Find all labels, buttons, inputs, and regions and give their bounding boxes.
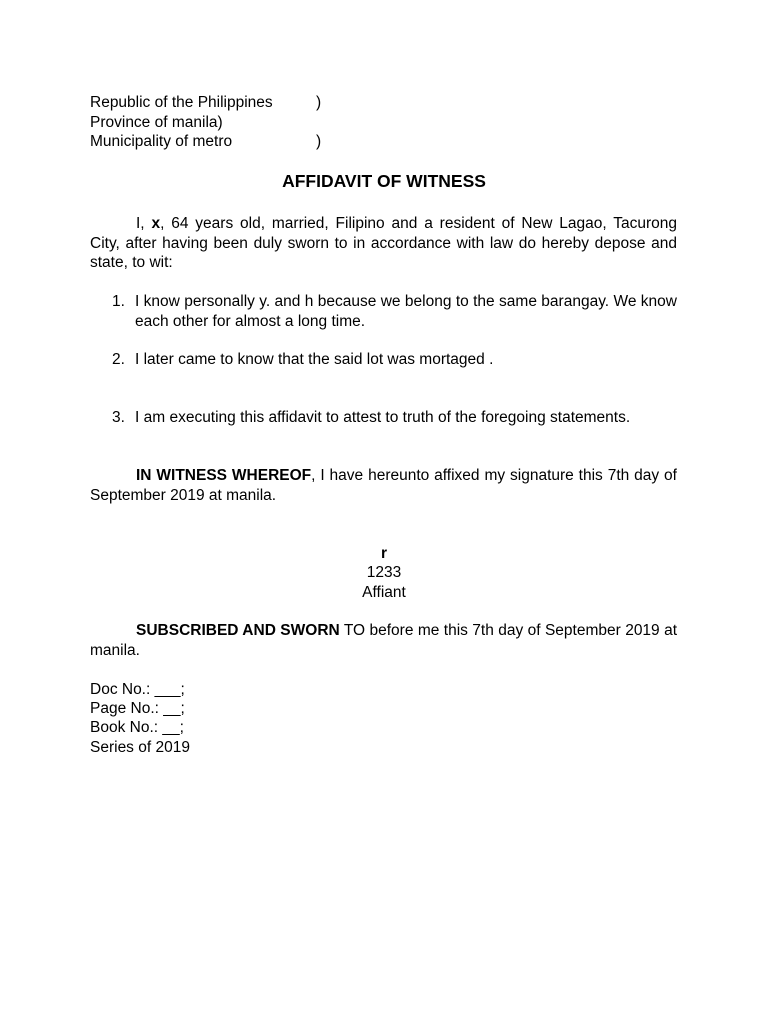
intro-text: , 64 years old, married, Filipino and a resident of New Lagao, Tacurong City, after having been duly sworn to in accordance with law do hereby depose and state, to wit:: [90, 215, 677, 271]
caption-paren: ): [316, 133, 322, 150]
witness-paragraph: [90, 466, 677, 505]
statement-text: I know personally y. and h because we belong to the same barangay. We know each other for almost a long time.: [135, 293, 677, 330]
caption-republic: Republic of the Philippines: [90, 94, 273, 111]
jurat-lead: SUBSCRIBED AND SWORN: [136, 622, 340, 639]
signature-role: Affiant: [362, 584, 406, 601]
caption-municipality: Municipality of metro: [90, 133, 233, 150]
statement-item: [90, 350, 677, 370]
caption-paren: ): [316, 94, 322, 111]
series-year: Series of 2019: [90, 739, 190, 756]
witness-text: , I have hereunto affixed my signature this 7th day of September 2019 at manila.: [90, 467, 677, 504]
affiant-name: x: [151, 215, 161, 232]
book-number: Book No.: __;: [90, 719, 184, 736]
statement-number: 2.: [112, 351, 125, 368]
jurat-text: TO before me this 7th day of September 2019 at manila.: [90, 622, 678, 659]
doc-number: Doc No.: ___;: [90, 681, 185, 698]
page-number: Page No.: __;: [90, 700, 185, 717]
statement-item: [90, 292, 677, 331]
statement-number: 3.: [112, 409, 125, 426]
signature-id: 1233: [366, 564, 402, 581]
statement-text: I later came to know that the said lot was mortaged .: [135, 351, 494, 368]
intro-prefix: I,: [136, 215, 152, 232]
statement-text: I am executing this affidavit to attest to truth of the foregoing statements.: [135, 409, 631, 426]
jurat-paragraph: [90, 621, 677, 660]
statement-number: 1.: [112, 293, 125, 310]
signature-name: r: [380, 545, 388, 562]
document-title: AFFIDAVIT OF WITNESS: [282, 171, 486, 191]
witness-lead: IN WITNESS WHEREOF: [136, 467, 312, 484]
statement-item: [90, 408, 677, 428]
intro-paragraph: [90, 214, 677, 273]
caption-province: Province of manila): [90, 114, 223, 131]
